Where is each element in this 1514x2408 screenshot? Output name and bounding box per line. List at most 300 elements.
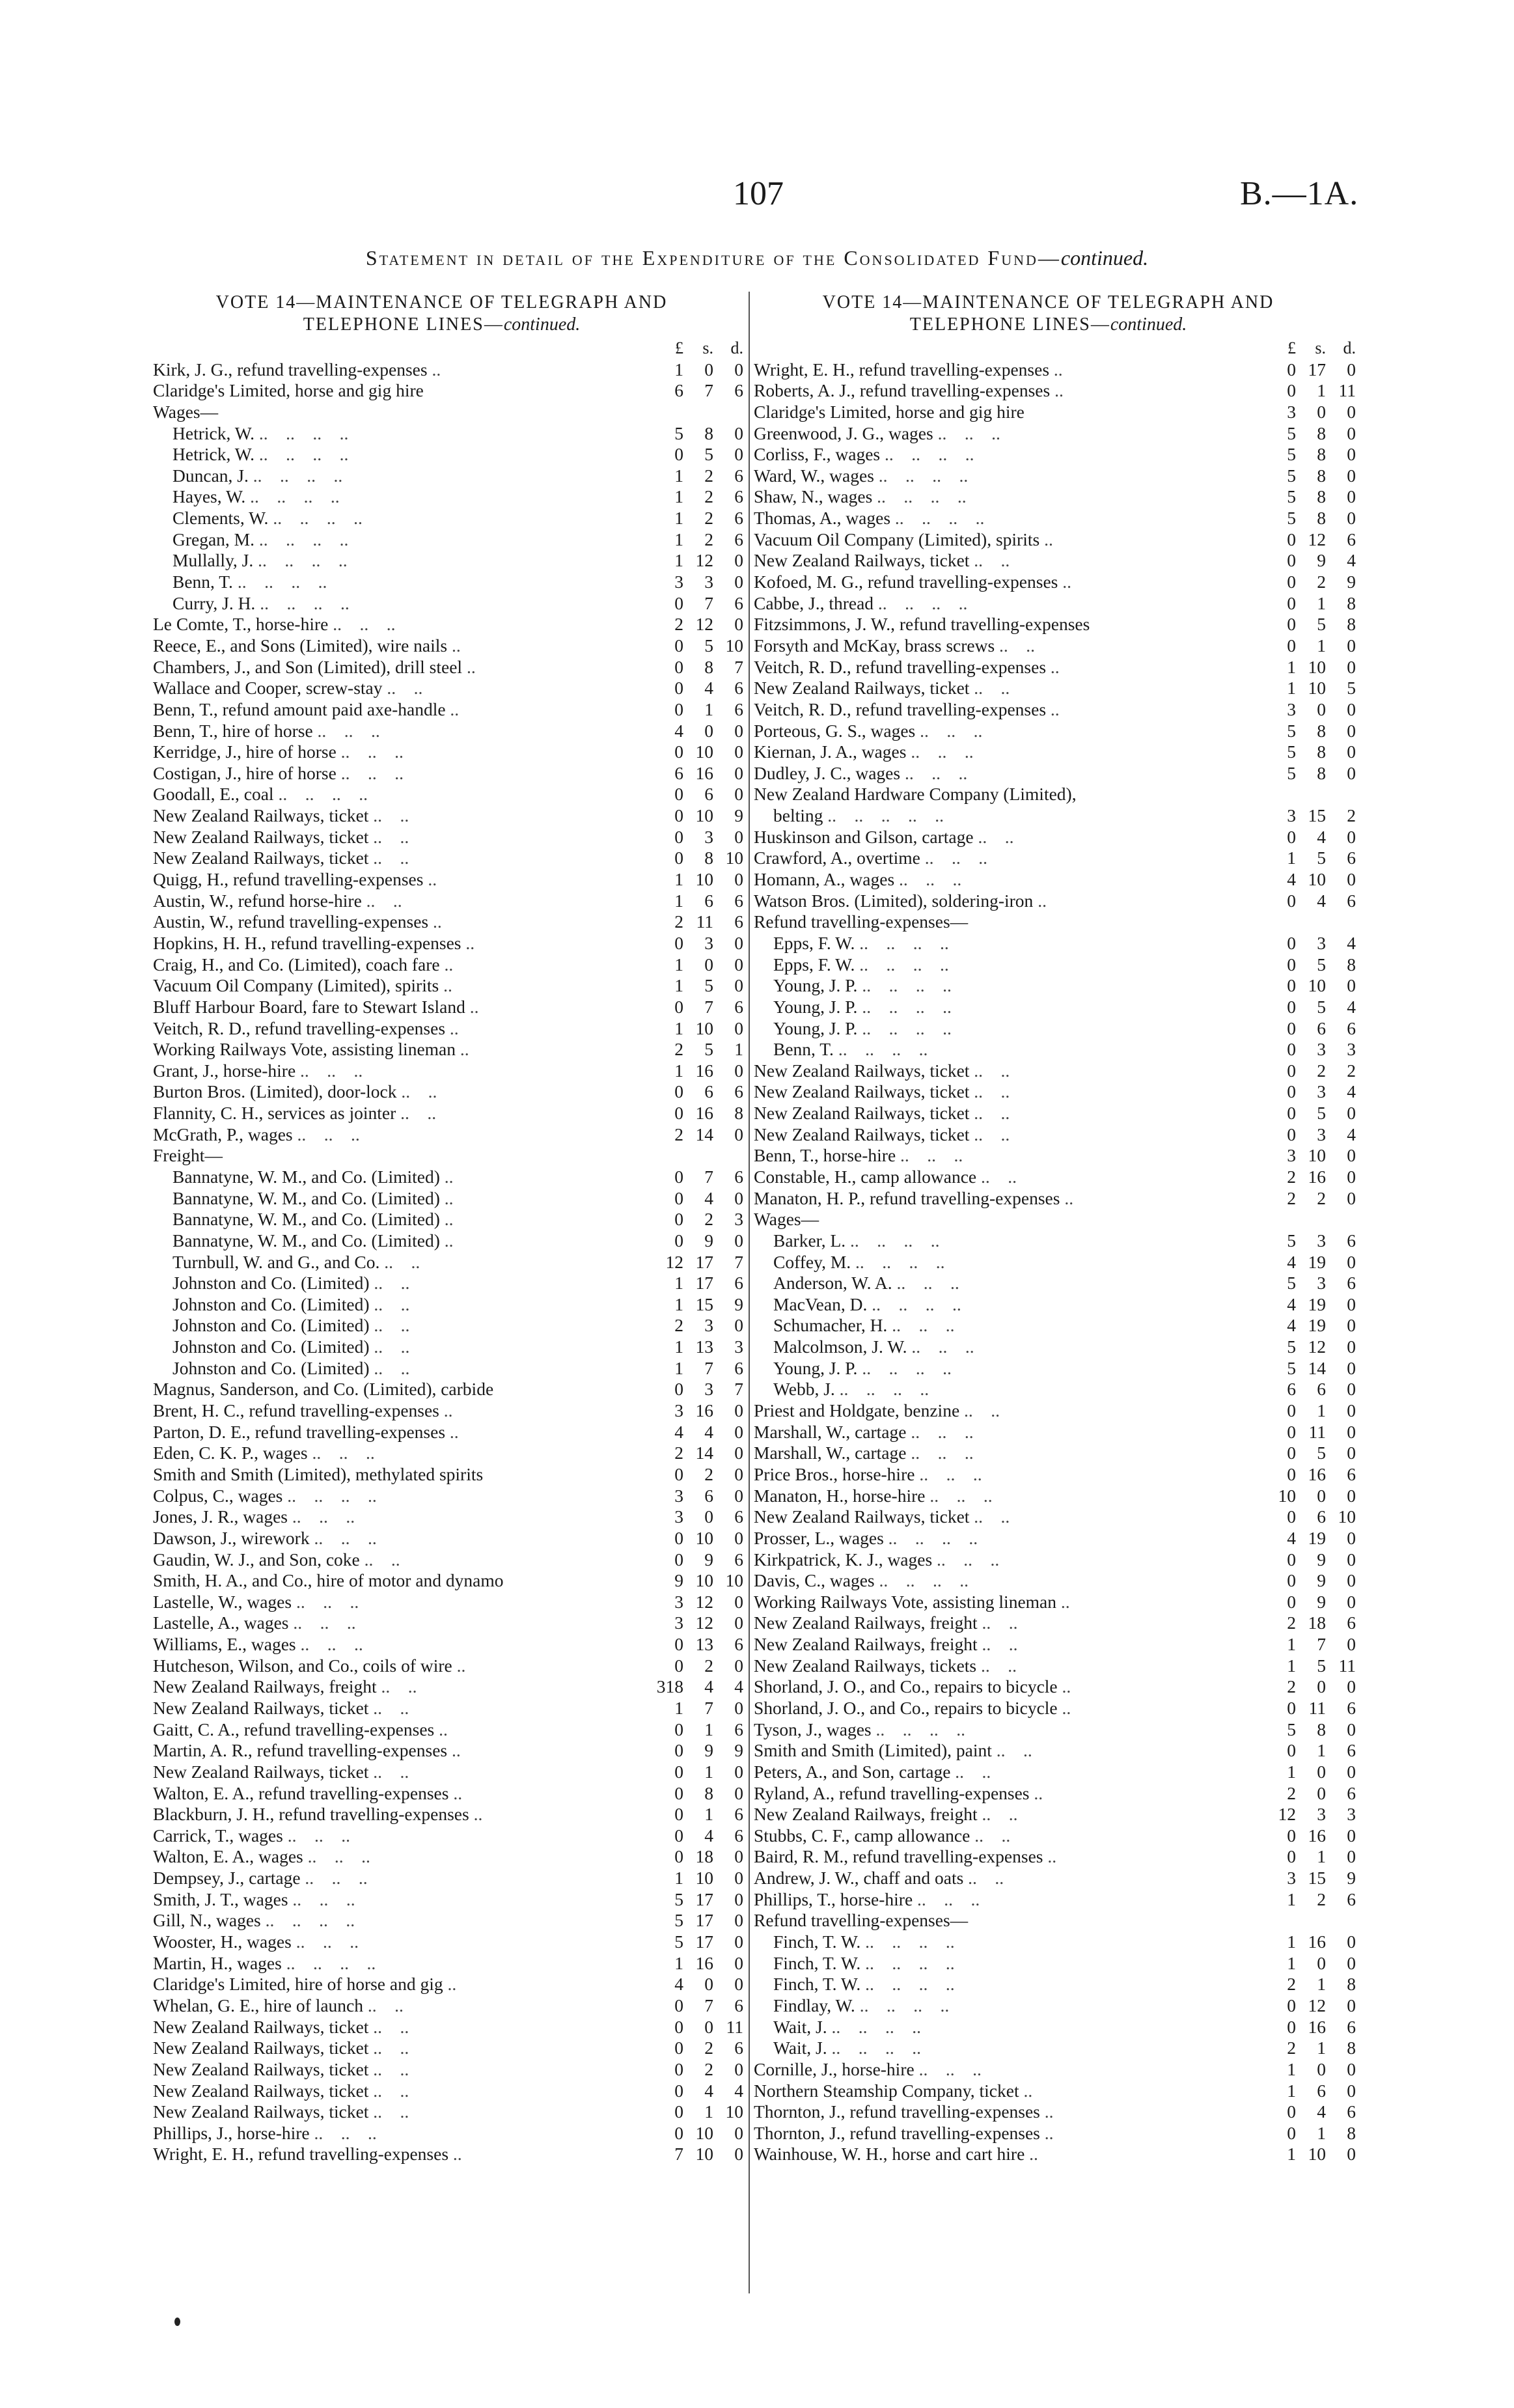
leader-dots: .. [466,657,476,677]
entry-text: Dempsey, J., cartage [153,1868,301,1889]
pence-value: 0 [1347,2058,1356,2079]
ledger-row [754,911,1356,932]
entry-text: belting [773,806,823,826]
pence-value: 0 [734,1527,743,1548]
entry-description [754,1698,1262,1718]
shillings-value: 19 [1308,1294,1326,1314]
ledger-row [754,1633,1356,1654]
entry-description [754,381,1262,400]
pounds-value: 1 [1287,2080,1296,2101]
leader-dots: .. .. .. .. [862,976,952,996]
shillings-value: 1 [1317,1740,1326,1761]
pounds-value: 0 [1287,592,1296,613]
entry-text: Brent, H. C., refund travelling-expenses [153,1401,439,1421]
pounds-value: 3 [674,1485,683,1506]
leader-dots: .. .. .. .. [859,1995,950,2015]
leader-dots: .. .. .. [899,870,962,890]
pence-value: 6 [734,465,743,486]
left-column [153,292,743,2164]
entry-text: New Zealand Railways, ticket [754,551,970,571]
entry-text: Fitzsimmons, J. W., refund travelling-expenses [754,615,1090,635]
pence-value: 0 [734,1230,743,1251]
leader-dots: .. [447,1974,457,1995]
shillings-value: 19 [1308,1527,1326,1548]
entry-description [754,997,1262,1017]
ledger-row [754,2101,1356,2122]
leader-dots: .. [473,1805,483,1825]
pence-value: 0 [734,1124,743,1144]
column-divider [749,292,750,2293]
entry-text: New Zealand Railways, ticket [153,2038,369,2058]
ledger-row [754,358,1356,380]
pence-value: 0 [1347,1379,1356,1400]
entry-text: Davis, C., wages [754,1571,875,1591]
ledger-row [153,400,743,422]
ledger-row [153,1101,743,1123]
shillings-value: 12 [1308,1336,1326,1357]
entry-description [153,1486,650,1506]
ledger-row [754,1123,1356,1144]
pounds-value: 0 [674,2080,683,2101]
pounds-value: 5 [1287,444,1296,465]
entry-description [754,1762,1262,1782]
leader-dots: .. [456,1655,466,1676]
leader-dots: .. [469,997,479,1017]
shillings-value: 1 [1317,1846,1326,1867]
leader-dots: .. .. [982,1613,1018,1633]
shillings-value: 4 [704,1421,713,1442]
shillings-value: 0 [1317,1761,1326,1782]
entry-description [153,551,650,570]
shillings-value: 7 [704,1995,713,2015]
leader-dots: .. .. [374,1358,410,1378]
entry-description [754,2017,1262,2037]
ledger-row [754,1739,1356,1761]
pounds-value: 0 [674,2016,683,2037]
pence-value: 6 [734,1081,743,1102]
entry-description [153,530,650,549]
ledger-row [754,2143,1356,2165]
pounds-value: 5 [1287,1273,1296,1294]
entry-text: Wright, E. H., refund travelling-expenses [754,359,1050,380]
entry-description [754,1019,1262,1038]
pence-value: 0 [734,741,743,762]
pence-value: 0 [1347,826,1356,847]
entry-description [754,1401,1262,1420]
entry-text: Working Railways Vote, assisting lineman [153,1040,456,1060]
entry-description [754,1507,1262,1527]
shillings-value: 4 [704,2080,713,2101]
entry-description [754,1932,1262,1952]
pence-value: 0 [1347,1485,1356,1506]
leader-dots: .. .. .. .. [839,1379,929,1400]
leader-dots: .. .. .. [305,1868,368,1889]
ledger-row [754,2015,1356,2037]
pounds-value: 0 [674,1379,683,1400]
shillings-value: 16 [695,1060,713,1081]
shillings-value: 9 [1317,1549,1326,1570]
pounds-value: 0 [1287,1506,1296,1527]
entry-description [754,955,1262,975]
ledger-row [754,1229,1356,1251]
leader-dots: .. [1034,1783,1043,1803]
entry-text: Phillips, T., horse-hire [754,1889,913,1909]
entry-description [153,1337,650,1357]
shillings-value: 0 [1317,1676,1326,1697]
leader-dots: .. .. .. .. [253,465,343,486]
ledger-row [754,847,1356,868]
pounds-value: 5 [1287,486,1296,507]
pounds-value: 0 [1287,1591,1296,1612]
pounds-value: 9 [674,1570,683,1591]
pounds-value: 0 [1287,1463,1296,1484]
entry-description [153,2081,650,2101]
leader-dots: .. .. [974,1060,1010,1081]
pence-value: 0 [734,1698,743,1718]
pounds-value: 6 [1287,1379,1296,1400]
ledger-row [153,2079,743,2101]
vote-heading-line1: VOTE 14—MAINTENANCE OF TELEGRAPH AND [822,292,1274,312]
shillings-value: 11 [1308,1698,1326,1718]
shillings-value: 8 [1317,762,1326,783]
entry-text: New Zealand Railways, ticket [153,2059,369,2079]
leader-dots: .. .. [981,1167,1017,1187]
entry-description [153,1954,650,1973]
ledger-row [153,1612,743,1633]
leader-dots: .. .. .. [920,721,983,741]
entry-text: Martin, H., wages [153,1953,282,1973]
shillings-value: 4 [704,1825,713,1846]
leader-dots: .. .. [374,1337,410,1357]
pounds-value: 0 [674,1655,683,1676]
entry-description [153,1443,650,1463]
ledger-row [754,1570,1356,1591]
shillings-value: 1 [704,1804,713,1825]
ledger-row [754,698,1356,719]
entry-text: Baird, R. M., refund travelling-expenses [754,1847,1043,1867]
entry-text: Marshall, W., cartage [754,1422,907,1442]
ledger-row [153,975,743,996]
shillings-value: 4 [1317,890,1326,911]
entry-description [153,572,650,592]
entry-text: Young, J. P. [773,1358,858,1378]
shillings-value: 7 [704,1698,713,1718]
pounds-value: 1 [674,869,683,890]
leader-dots: .. [1054,381,1064,401]
pence-value: 0 [734,784,743,805]
entry-description [754,1443,1262,1463]
pounds-value: 5 [1287,1357,1296,1378]
entry-text: Chambers, J., and Son (Limited), drill steel [153,657,463,677]
shillings-value: 10 [695,741,713,762]
ledger-row [153,1420,743,1442]
entry-description [754,1189,1262,1208]
entry-description [153,934,650,953]
entry-description [153,1932,650,1952]
pence-value: 0 [1347,1421,1356,1442]
pence-value: 0 [734,1017,743,1038]
entry-text: Parton, D. E., refund travelling-expenses [153,1422,446,1442]
leader-dots: .. .. [401,1082,437,1102]
ledger-row [153,825,743,847]
shillings-value: 5 [704,444,713,465]
leader-dots: .. .. .. [918,2059,982,2079]
shillings-value: 3 [1317,1039,1326,1060]
pounds-value: 4 [1287,1294,1296,1314]
entry-description [754,487,1262,506]
ledger-row [153,1718,743,1739]
leader-dots: .. .. .. .. [237,572,327,592]
ledger-row [754,570,1356,592]
shillings-value: 5 [1317,996,1326,1017]
entry-text: Prosser, L., wages [754,1528,884,1548]
entry-description [153,2124,650,2143]
leader-dots: .. [1060,1592,1070,1612]
entry-text: Williams, E., wages [153,1635,296,1655]
pence-value: 0 [734,1846,743,1867]
shillings-value: 10 [1308,678,1326,699]
pounds-value: 3 [674,1506,683,1527]
ledger-row [754,1590,1356,1612]
entry-description [754,2060,1262,2079]
leader-dots: .. [452,2144,462,2165]
entry-description [754,1784,1262,1803]
shillings-value: 10 [695,805,713,826]
entry-description [754,976,1262,995]
entry-text: Watson Bros. (Limited), soldering-iron [754,891,1034,911]
entry-description [153,1762,650,1782]
pounds-value: 0 [1287,932,1296,953]
entry-text: Wallace and Cooper, screw-stay [153,678,383,699]
pounds-value: 0 [674,1719,683,1739]
pence-value: 6 [1347,1698,1356,1718]
entry-text: Vacuum Oil Company (Limited), spirits [153,976,439,996]
ledger-row [153,1676,743,1697]
entry-text: Bannatyne, W. M., and Co. (Limited) [172,1188,440,1208]
shillings-value: 5 [1317,1103,1326,1124]
pence-value: 0 [1347,699,1356,719]
pounds-value: 5 [1287,508,1296,529]
leader-dots: .. [450,699,460,719]
pounds-value: 0 [674,2122,683,2143]
ledger-row [153,2122,743,2143]
ledger-row [754,1654,1356,1676]
entry-text: Constable, H., camp allowance [754,1167,977,1187]
shillings-value: 12 [695,550,713,571]
entry-text: Wainhouse, W. H., horse and cart hire [754,2144,1025,2165]
ledger-row [754,1208,1356,1230]
pence-value: 0 [734,1400,743,1421]
entry-description [153,742,650,762]
ledger-row [153,1251,743,1272]
entry-text: Wages— [153,402,219,422]
entry-text: Clements, W. [172,508,269,529]
leader-dots: .. .. .. .. [250,487,340,507]
entry-text: Hayes, W. [172,487,246,507]
entry-description [153,360,650,380]
leader-dots: .. [460,1040,469,1060]
ledger-row [754,1527,1356,1548]
pence-value: 0 [1347,444,1356,465]
leader-dots: .. .. [400,1103,437,1124]
pence-value: 0 [1347,1187,1356,1208]
leader-dots: .. [1044,529,1053,549]
entry-description [153,466,650,486]
entry-description [153,870,650,889]
ledger-row [754,1165,1356,1187]
leader-dots: .. .. [364,1549,400,1570]
pence-value: 10 [725,848,743,868]
ledger-row [754,656,1356,677]
pounds-value: 0 [674,1782,683,1803]
entry-description [754,1486,1262,1506]
pence-value: 0 [734,1655,743,1676]
pence-value: 0 [1347,1145,1356,1166]
entry-description [153,1911,650,1930]
pence-value: 8 [1347,2122,1356,2143]
pence-value: 8 [1347,614,1356,635]
pounds-value: 1 [674,529,683,549]
shillings-value: 6 [1317,1506,1326,1527]
leader-dots: .. .. .. .. [831,2038,921,2058]
entry-text: Colpus, C., wages [153,1486,283,1506]
pence-value: 11 [1338,1655,1356,1676]
ledger-row [754,1506,1356,1527]
pence-value: 6 [1347,848,1356,868]
shillings-value: 15 [1308,805,1326,826]
entry-text: New Zealand Railways, ticket [153,2102,369,2122]
ledger-row [754,1314,1356,1336]
pounds-value: 2 [1287,1187,1296,1208]
ledger-row [754,1760,1356,1782]
leader-dots: .. .. .. .. .. [827,806,944,826]
entry-text: Stubbs, C. F., camp allowance [754,1825,970,1846]
pence-value: 0 [1347,508,1356,529]
pence-value: 0 [1347,486,1356,507]
pence-value: 6 [1347,529,1356,549]
shillings-value: 16 [695,1400,713,1421]
pounds-value: 0 [1287,996,1296,1017]
leader-dots: .. [453,1783,463,1803]
entry-text: Hetrick, W. [172,445,255,465]
entry-text: Ryland, A., refund travelling-expenses [754,1783,1030,1803]
pounds-value: 4 [1287,1315,1296,1336]
pence-value: 0 [1347,1315,1356,1336]
leader-dots: .. [444,1210,454,1230]
ledger-row [153,2015,743,2037]
shillings-value: 2 [704,2038,713,2058]
shillings-value: 10 [1308,869,1326,890]
entry-text: New Zealand Railways, ticket [754,1060,970,1081]
leader-dots: .. .. .. .. [258,551,348,571]
entry-description [754,1146,1262,1165]
pence-value: 6 [734,699,743,719]
pence-value: 6 [1347,2101,1356,2122]
leader-dots: .. .. [381,1677,417,1697]
leader-dots: .. .. [999,635,1036,656]
pounds-value: 4 [1287,1527,1296,1548]
shillings-value: 10 [1308,1145,1326,1166]
pence-value: 6 [734,1719,743,1739]
entry-description [754,1422,1262,1442]
shillings-value: 1 [1317,635,1326,656]
ledger-row [754,741,1356,762]
shillings-value: 6 [704,1081,713,1102]
ledger-row [754,1272,1356,1294]
shillings-value: 2 [1317,1187,1326,1208]
pence-value: 4 [1347,550,1356,571]
pence-value: 0 [1347,1294,1356,1314]
vote-heading-left [153,292,730,336]
shillings-value: 16 [1308,2016,1326,2037]
pence-value: 0 [734,1761,743,1782]
entry-text: Kirkpatrick, K. J., wages [754,1549,933,1570]
entry-description [754,1890,1262,1909]
pounds-value: 1 [674,359,683,380]
entry-description [754,402,1262,422]
ledger-row [153,719,743,741]
entry-text: Porteous, G. S., wages [754,721,916,741]
leader-dots: .. .. .. .. [287,1486,377,1506]
shillings-value: 9 [704,1230,713,1251]
entry-description [754,870,1262,889]
shillings-value: 0 [1317,2058,1326,2079]
pounds-value: 0 [674,1804,683,1825]
pounds-value: 6 [674,762,683,783]
pounds-value: 0 [674,826,683,847]
entry-text: Johnston and Co. (Limited) [172,1273,370,1294]
leader-dots: .. [444,1188,454,1208]
ledger-row [153,1909,743,1931]
pounds-value: 0 [674,741,683,762]
shillings-value: 3 [704,826,713,847]
entry-text: Flannity, C. H., services as jointer [153,1103,396,1124]
leader-dots: .. .. .. .. [258,423,349,443]
ledger-row [754,1824,1356,1846]
ledger-row [754,1718,1356,1739]
ledger-row [153,2058,743,2079]
ledger-row [153,1952,743,1973]
pence-value: 3 [734,1336,743,1357]
entry-description [153,1613,650,1633]
pence-value: 0 [1347,1825,1356,1846]
shillings-value: 0 [704,2016,713,2037]
shillings-value: 5 [1317,1655,1326,1676]
page-code: B.—1A. [1240,175,1359,212]
entry-description [153,1890,650,1909]
leader-dots: .. .. .. .. [879,1571,969,1591]
pounds-value: 2 [674,1315,683,1336]
shillings-value: 2 [704,508,713,529]
pounds-value: 0 [1287,529,1296,549]
pence-value: 0 [1347,1761,1356,1782]
pounds-value: 2 [1287,2038,1296,2058]
pence-header: d. [730,339,743,357]
shillings-value: 12 [695,1591,713,1612]
pounds-value: 3 [674,1612,683,1633]
entry-description [153,806,650,825]
shillings-value: 10 [695,1017,713,1038]
pounds-value: 1 [674,1060,683,1081]
pence-value: 6 [734,1357,743,1378]
pounds-value: 5 [674,1910,683,1931]
leader-dots: .. .. .. [293,1613,356,1633]
pence-value: 9 [1347,572,1356,592]
entry-text: Huskinson and Gilson, cartage [754,827,974,847]
pounds-value: 1 [1287,1889,1296,1909]
entry-description [153,784,650,804]
pounds-value: 1 [674,890,683,911]
